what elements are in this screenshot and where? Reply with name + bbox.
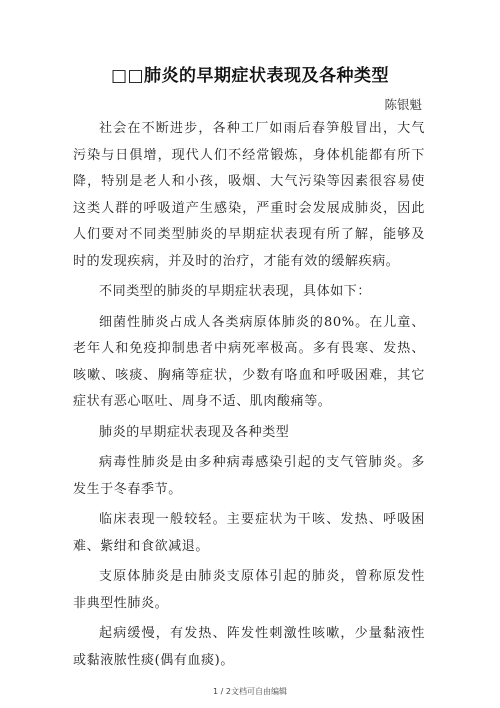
paragraph-section-heading: 肺炎的早期症状表现及各种类型 (99, 424, 290, 440)
paragraph-intro: 社会在不断进步，各种工厂如雨后春笋般冒出，大气污染与日俱增，现代人们不经常锻炼，身体机能都有所下降，特别是老人和小孩，吸烟、大气污染等因素很容易使这类人群的呼吸道产生感染，严重时会发展成肺炎，因此人们要对不同类型肺炎的早期症状表现有所了解，能够及时的发现疾病，并及时的治疗，才能有效的缓解疾病。 (73, 121, 425, 269)
paragraph-viral-symptoms: 临床表现一般较轻。主要症状为干咳、发热、呼吸困难、紫绀和食欲减退。 (73, 512, 425, 554)
paragraph-types-intro: 不同类型的肺炎的早期症状表现，具体如下： (99, 284, 372, 299)
paragraph-mycoplasma-pneumonia: 支原体肺炎是由肺炎支原体引起的肺炎，曾称原发性非典型性肺炎。 (73, 569, 425, 611)
document-author: 陈银魁 (384, 97, 422, 112)
paragraph-viral-pneumonia: 病毒性肺炎是由多种病毒感染引起的支气管肺炎。多发生于冬春季节。 (73, 455, 425, 497)
paragraph-bacterial-pneumonia: 细菌性肺炎占成人各类病原体肺炎的80%。在儿童、老年人和免疫抑制患者中病死率极高。多有畏寒、发热、咳嗽、咳痰、胸痛等症状，少数有咯血和呼吸困难，其它症状有恶心呕吐、周身不适、肌肉酸痛等。 (73, 314, 425, 409)
page-footer: 1 / 2文档可自由编辑 (213, 687, 287, 696)
paragraph-mycoplasma-symptoms: 起病缓慢，有发热、阵发性刺激性咳嗽，少量黏液性或黏液脓性痰(偶有血痰)。 (73, 626, 425, 668)
document-body (73, 116, 425, 678)
document-title: □□肺炎的早期症状表现及各种类型 (110, 66, 390, 86)
